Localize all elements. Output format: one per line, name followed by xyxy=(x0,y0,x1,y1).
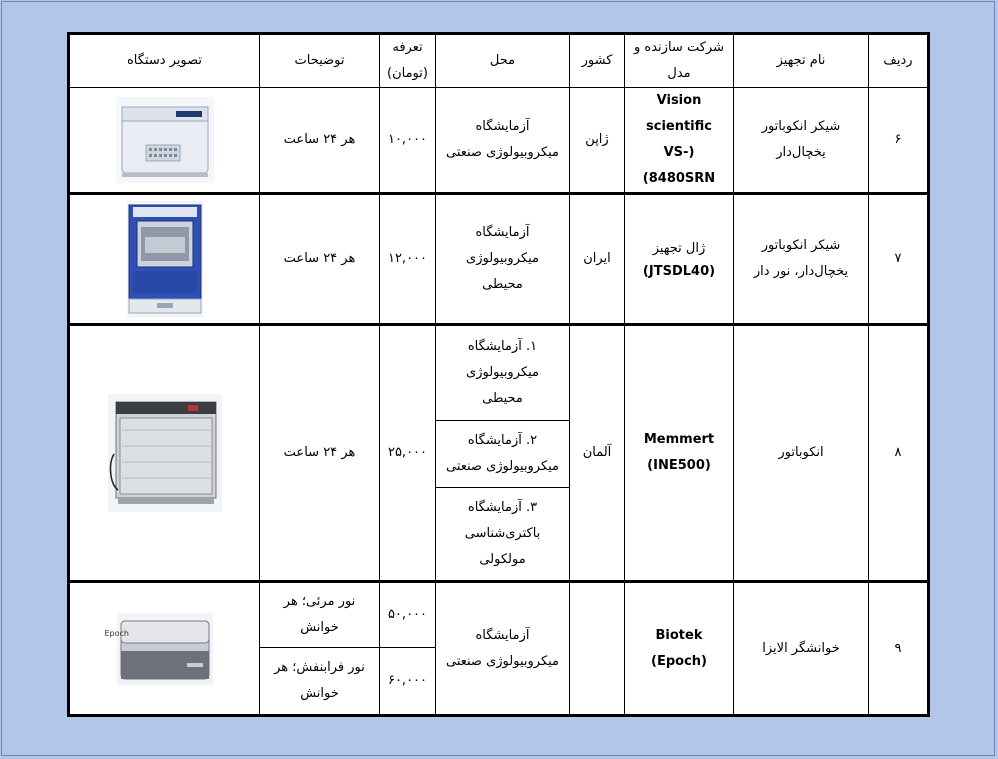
equipment-name xyxy=(734,194,869,325)
location-line3: مولکولی xyxy=(479,552,526,567)
tariff: ۲۵,۰۰۰ xyxy=(380,325,436,582)
location-line2: میکروبیولوژی صنعتی xyxy=(445,653,560,669)
notes-line1: نور مرئی؛ هر xyxy=(283,594,356,609)
device-image-cell xyxy=(69,325,260,582)
equipment-name-line2: یخچال‌دار xyxy=(776,145,826,160)
row-number: ۷ xyxy=(869,194,929,325)
notes-line2: خوانش xyxy=(300,620,339,635)
location-item xyxy=(436,421,569,488)
table-row xyxy=(69,194,929,325)
maker-line2: (INE500) xyxy=(647,458,711,473)
equipment-name-line1: شیکر انکوباتور xyxy=(761,238,841,253)
location-line1: ۲. آزمایشگاه xyxy=(467,433,538,448)
maker-line1: ژال تجهیز xyxy=(652,241,706,256)
incubator-image xyxy=(108,394,222,512)
maker-model xyxy=(625,325,734,582)
location-item xyxy=(436,488,569,580)
row-number: ۸ xyxy=(869,325,929,582)
maker-line1: Biotek xyxy=(655,627,703,643)
table-row xyxy=(69,325,929,582)
maker-model xyxy=(625,194,734,325)
location-line2: باکتری‌شناسی xyxy=(464,526,541,541)
table-row xyxy=(69,582,929,648)
table-row xyxy=(69,88,929,194)
equipment-table xyxy=(67,32,930,717)
location xyxy=(436,194,570,325)
header-tariff xyxy=(380,34,436,88)
equipment-name: انکوباتور xyxy=(734,325,869,582)
location xyxy=(436,582,570,716)
tariff: ۱۰,۰۰۰ xyxy=(380,88,436,194)
maker-line2: (JTSDL40) xyxy=(642,264,716,279)
location-line2: میکروبیولوژی صنعتی xyxy=(445,145,560,160)
maker-line2: (Epoch) xyxy=(651,653,707,669)
header-tariff-line1: تعرفه xyxy=(392,40,423,55)
maker-line2: scientific xyxy=(646,119,712,134)
location-line3: محیطی xyxy=(482,277,523,292)
location-line1: ۳. آزمایشگاه xyxy=(467,500,538,515)
equipment-name xyxy=(734,88,869,194)
shaker-incubator-image xyxy=(116,97,214,183)
maker-model xyxy=(625,582,734,716)
epoch-logo-text: Epoch xyxy=(104,628,129,638)
lighted-shaker-incubator-image xyxy=(127,201,203,317)
header-country: کشور xyxy=(570,34,625,88)
notes-line2: خوانش xyxy=(300,686,339,701)
notes: هر ۲۴ ساعت xyxy=(260,88,380,194)
equipment-name: خوانشگر الایزا xyxy=(734,582,869,716)
location-line1: ۱. آزمایشگاه xyxy=(467,339,538,354)
notes-line1: نور فرابنفش؛ هر xyxy=(274,660,365,675)
maker-line3: (VS-8480SRN) xyxy=(642,145,716,186)
maker-model xyxy=(625,88,734,194)
row-number: ۶ xyxy=(869,88,929,194)
location-line2: میکروبیولوژی xyxy=(466,251,539,266)
header-maker-line2: مدل xyxy=(667,66,691,81)
maker-line1: Memmert xyxy=(643,432,715,447)
tariff: ۵۰,۰۰۰ xyxy=(380,582,436,648)
country: آلمان xyxy=(570,325,625,582)
location-line1: آزمایشگاه xyxy=(475,225,530,240)
header-name: نام تجهیز xyxy=(734,34,869,88)
location-line3: محیطی xyxy=(482,391,523,406)
header-row-no: ردیف xyxy=(869,34,929,88)
location-line2: میکروبیولوژی صنعتی xyxy=(445,459,560,474)
location-line1: آزمایشگاه xyxy=(475,627,530,643)
location-multi xyxy=(436,325,570,582)
elisa-reader-image xyxy=(104,613,213,685)
notes: هر ۲۴ ساعت xyxy=(260,325,380,582)
header-image: تصویر دستگاه xyxy=(69,34,260,88)
location-line2: میکروبیولوژی xyxy=(466,365,539,380)
notes: هر ۲۴ ساعت xyxy=(260,194,380,325)
country xyxy=(570,582,625,716)
location-item xyxy=(436,326,569,421)
equipment-name-line1: شیکر انکوباتور xyxy=(761,119,841,134)
equipment-name-line2: یخچال‌دار، نور دار xyxy=(753,264,849,279)
header-maker-line1: شرکت سازنده و xyxy=(634,40,724,55)
country: ایران xyxy=(570,194,625,325)
header-location: محل xyxy=(436,34,570,88)
tariff: ۱۲,۰۰۰ xyxy=(380,194,436,325)
location xyxy=(436,88,570,194)
header-row xyxy=(69,34,929,88)
header-notes: توضیحات xyxy=(260,34,380,88)
header-maker xyxy=(625,34,734,88)
location-line1: آزمایشگاه xyxy=(475,119,530,134)
tariff: ۶۰,۰۰۰ xyxy=(380,648,436,716)
device-image-cell xyxy=(69,88,260,194)
device-image-cell xyxy=(69,582,260,716)
maker-line1: Vision xyxy=(656,93,702,108)
row-number: ۹ xyxy=(869,582,929,716)
device-image-cell xyxy=(69,194,260,325)
notes xyxy=(260,582,380,648)
notes xyxy=(260,648,380,716)
header-tariff-line2: (تومان) xyxy=(387,66,428,81)
country: ژاپن xyxy=(570,88,625,194)
